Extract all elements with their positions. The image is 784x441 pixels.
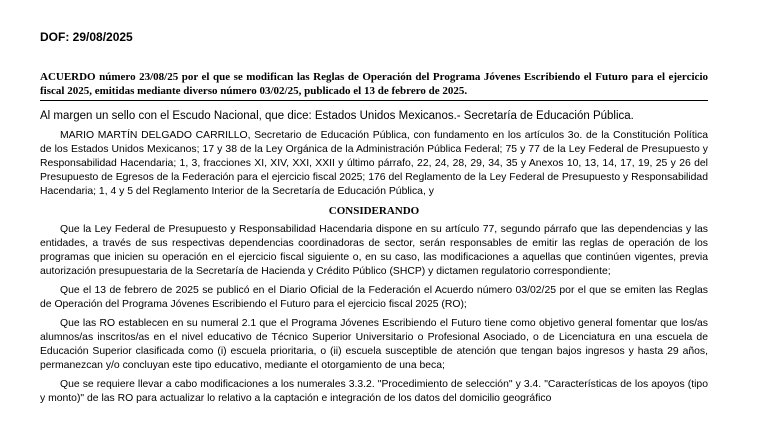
section-heading: CONSIDERANDO (328, 205, 420, 217)
publication-date: DOF: 29/08/2025 (40, 30, 133, 44)
document-body (40, 129, 708, 411)
seal-note: Al margen un sello con el Escudo Nacional, que dice: Estados Unidos Mexicanos.- Secretaría de Educación Pública. (40, 110, 634, 122)
title-divider (40, 100, 708, 101)
preamble-paragraph: MARIO MARTÍN DELGADO CARRILLO, Secretario de Educación Pública, con fundamento en los artículos 3o. de la Constitución Política de los Estados Unidos Mexicanos; 17 y 38 de la Ley Orgánica de la Administración Pública Federal; 75 y 77 de la Ley Federal de Presupuesto y Responsabilidad Hacendaria; 1, 3, fracciones XI, XIV, XXI, XXII y último párrafo, 22, 24, 28, 29, 34, 35 y Anexos 10, 13, 14, 17, 19, 25 y 26 del Presupuesto de Egresos de la Federación para el ejercicio fiscal 2025; 176 del Reglamento de la Ley Federal de Presupuesto y Responsabilidad Hacendaria; 1, 4 y 5 del Reglamento Interior de la Secretaría de Educación Pública, y (40, 130, 708, 197)
considerando-paragraph: Que se requiere llevar a cabo modificaciones a los numerales 3.3.2. "Procedimiento de selección" y 3.4. "Características de los apoyos (tipo y monto)" de las RO para actualizar lo relativo a la captación e integración de los datos del domicilio geográfico (40, 379, 708, 404)
considerando-paragraph: Que las RO establecen en su numeral 2.1 que el Programa Jóvenes Escribiendo el Futuro tiene como objetivo general fomentar que los/as alumnos/as inscritos/as en el nivel educativo de Técnico Superior Universitario o Profesional Asociado, o de Licenciatura en una escuela de Educación Superior clasificada como (i) escuela prioritaria, o (ii) escuela susceptible de atención que tengan bajos ingresos y hasta 29 años, permanezcan y/o concluyan este tipo educativo, mediante el otorgamiento de una beca; (40, 318, 708, 371)
document-title: ACUERDO número 23/08/25 por el que se modifican las Reglas de Operación del Programa Jóvenes Escribiendo el Futuro para el ejercicio fiscal 2025, emitidas mediante diverso número 03/02/25, publicado el 13 de febrero de 2025. (40, 71, 708, 97)
considerando-paragraph: Que la Ley Federal de Presupuesto y Responsabilidad Hacendaria dispone en su artículo 77, segundo párrafo que las dependencias y las entidades, a través de sus respectivas dependencias coordinadoras de sector, serán responsables de emitir las reglas de operación de los programas que inicien su operación en el ejercicio fiscal siguiente o, en su caso, las modificaciones a aquellas que continúen vigentes, previa autorización presupuestaria de la Secretaría de Hacienda y Crédito Público (SHCP) y dictamen regulatorio correspondiente; (40, 224, 708, 277)
considerando-paragraph: Que el 13 de febrero de 2025 se publicó en el Diario Oficial de la Federación el Acuerdo número 03/02/25 por el que se emiten las Reglas de Operación del Programa Jóvenes Escribiendo el Futuro para el ejercicio fiscal 2025 (RO); (40, 285, 708, 310)
